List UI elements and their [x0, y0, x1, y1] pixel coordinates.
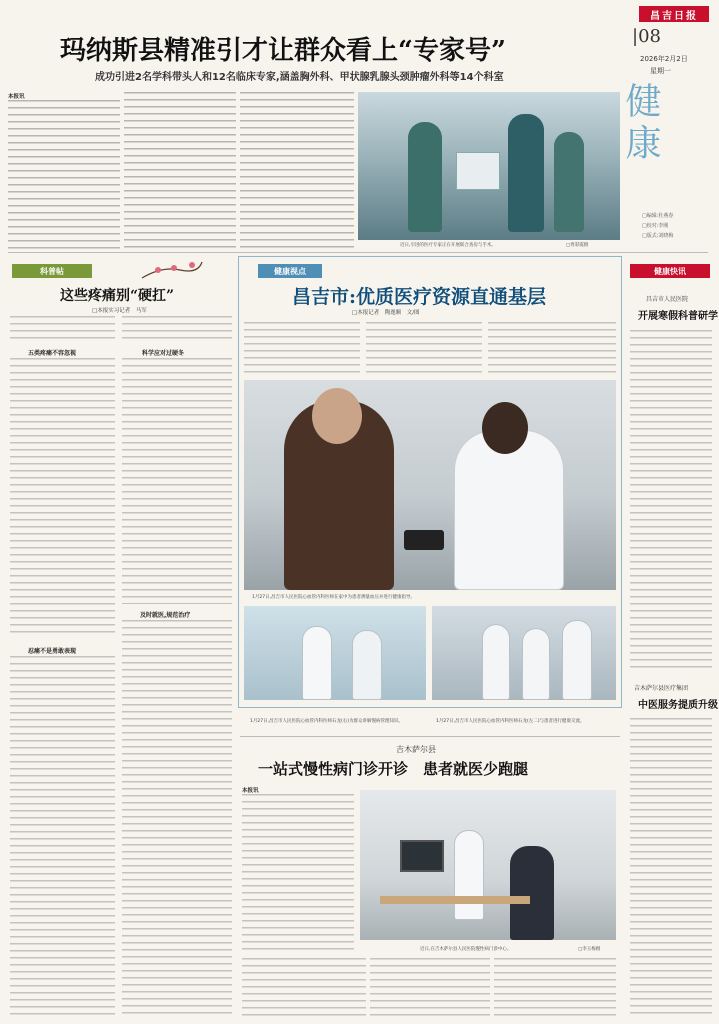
feature-body-col-2 [366, 322, 482, 376]
science-tag-label: 科普帖 [40, 266, 64, 276]
feature-photo-left [244, 606, 426, 700]
bottom-photo-credit: □李玉梅摄 [578, 947, 601, 952]
science-body-col-2 [122, 316, 232, 340]
bottom-headline: 一站式慢性病门诊开诊 患者就医少跑腿 [258, 760, 529, 778]
brief-1-title: 开展寒假科普研学 [638, 311, 718, 322]
feature-main-caption: 1月27日,昌吉市人民医院心血管内科医师在家中为患者测量血压并进行健康指导。 [252, 595, 416, 600]
science-byline: □本报实习记者 马军 [92, 308, 147, 314]
science-subhead-2: 忍痛不是勇敢表现 [28, 648, 77, 655]
photo-equipment [456, 152, 500, 190]
photo-patient-head [312, 388, 362, 444]
feature-left-caption: 1月27日,昌吉市人民医院心血管内科医师石龙(右)为群众讲解慢病管理知识。 [250, 719, 404, 724]
section-band [620, 82, 713, 252]
bottom-photo [360, 790, 616, 940]
science-body-col-2b [122, 358, 232, 604]
bottom-kicker: 吉木萨尔县 [396, 745, 436, 754]
feature-main-photo [244, 380, 616, 590]
science-body-col-1 [10, 316, 115, 340]
photo-staff-2 [522, 628, 550, 700]
bottom-body-col-1 [242, 794, 354, 954]
newspaper-logo: 昌吉日报 [639, 6, 709, 22]
bottom-divider [240, 736, 620, 737]
photo-staff-3 [562, 620, 592, 700]
lead-photo-caption: 近日,引进的医疗专家正在开展联合查房与手术。 [400, 243, 496, 248]
branch-icon [140, 258, 204, 284]
science-title: 这些疼痛别“硬扛” [60, 288, 175, 304]
photo-staff-1 [482, 624, 510, 700]
issue-date: 2026年2月2日 [640, 55, 688, 63]
lead-photo-credit: □胥彩霞摄 [566, 243, 589, 248]
science-tag [12, 264, 92, 278]
feature-tag-label: 健康视点 [274, 266, 306, 276]
science-subhead-4: 及时就医,规范治疗 [140, 612, 191, 619]
bottom-photo-caption: 近日,在吉木萨尔县人民医院慢性病门诊中心。 [420, 947, 512, 952]
feature-body-col-3 [488, 322, 616, 376]
photo-doctor-2 [508, 114, 544, 232]
photo-monitor [400, 840, 444, 872]
page-number: |08 [632, 26, 661, 47]
photo-doctor-head [482, 402, 528, 454]
editor-line-3: □版式:刘晓梅 [642, 233, 674, 239]
brief-2-body [630, 718, 712, 1016]
science-body-col-2c [122, 620, 232, 1016]
lead-body-col-3 [240, 92, 354, 250]
bottom-body-col-2 [242, 958, 366, 1016]
bottom-byline: 本报讯 [242, 788, 259, 794]
issue-weekday: 星期一 [650, 67, 671, 75]
feature-headline: 昌吉市:优质医疗资源直通基层 [292, 286, 547, 308]
photo-doctor-3 [554, 132, 584, 232]
feature-body-col-1 [244, 322, 360, 376]
editor-line-2: □校对:李刚 [642, 223, 669, 229]
bottom-body-col-4 [494, 958, 616, 1016]
top-divider [8, 252, 708, 253]
feature-photo-right [432, 606, 616, 700]
photo-desk [380, 896, 530, 904]
photo-doctor-left [302, 626, 332, 700]
brief-2-source: 吉木萨尔县医疗集团 [634, 685, 689, 692]
briefs-tag-label: 健康快讯 [654, 266, 686, 276]
section-title-vertical: 健康 [620, 82, 661, 166]
bottom-body-col-3 [370, 958, 490, 1016]
plum-blossom-decoration [140, 258, 204, 284]
brief-2-title: 中医服务提质升级 [638, 700, 718, 711]
lead-byline: 本报讯 [8, 94, 25, 100]
science-body-col-1b [10, 358, 115, 638]
page-number-value: 08 [638, 26, 661, 47]
lead-headline: 玛纳斯县精准引才让群众看上“专家号” [60, 36, 506, 66]
photo-desk-phone [404, 530, 444, 550]
science-subhead-3: 科学应对过硬冬 [142, 350, 185, 357]
feature-byline: □本报记者 陶逸顺 文/图 [352, 310, 420, 316]
science-body-col-1c [10, 656, 115, 1016]
lead-subheadline: 成功引进2名学科带头人和12名临床专家,涵盖胸外科、甲状腺乳腺头颈肿瘤外科等14个科室 [95, 72, 504, 83]
photo-doctor-1 [408, 122, 442, 232]
photo-patient-bottom [510, 846, 554, 940]
photo-doctor-right [352, 630, 382, 700]
photo-doctor [454, 430, 564, 590]
photo-clinician [454, 830, 484, 920]
lead-photo [358, 92, 620, 240]
lead-body-col-1 [8, 100, 120, 250]
brief-1-body [630, 330, 712, 668]
editor-line-1: □编辑:杜燕春 [642, 213, 674, 219]
feature-tag [258, 264, 322, 278]
feature-right-caption: 1月27日,昌吉市人民医院心血管内科医师石龙(左二)与患者进行健康交流。 [436, 719, 585, 724]
briefs-tag [630, 264, 710, 278]
science-subhead-1: 五类疼痛不容忽视 [28, 350, 77, 357]
brief-1-source: 昌吉市人民医院 [646, 296, 689, 303]
lead-body-col-2 [124, 92, 236, 250]
